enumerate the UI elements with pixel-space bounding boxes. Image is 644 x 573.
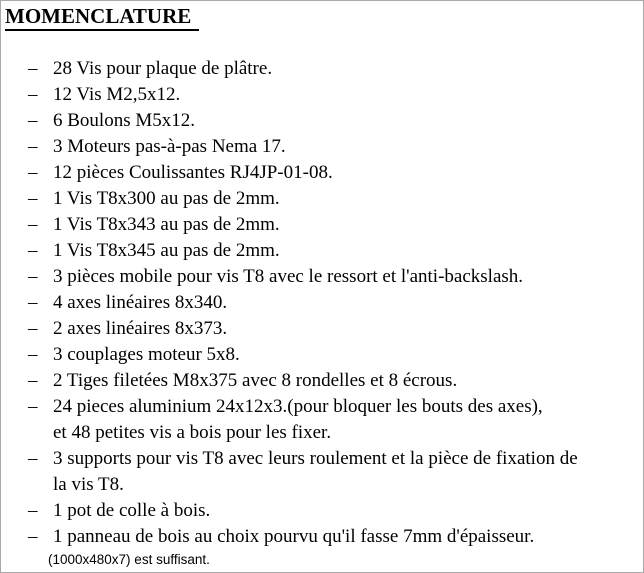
list-item-line: 1 Vis T8x345 au pas de 2mm. (53, 240, 280, 261)
list-item-line: 12 pièces Coulissantes RJ4JP-01-08. (53, 162, 333, 183)
dash-bullet: – (28, 344, 38, 365)
dash-bullet: – (28, 292, 38, 313)
list-item (5, 186, 639, 212)
list-item-body (48, 524, 639, 569)
list-item (5, 108, 639, 134)
dash-bullet: – (28, 240, 38, 261)
list-item-body (53, 56, 639, 82)
list-item (5, 316, 639, 342)
list-item-body (53, 160, 639, 186)
list-item-line: la vis T8. (53, 474, 124, 495)
list-item-line: 4 axes linéaires 8x340. (53, 292, 228, 313)
dash-bullet: – (28, 188, 38, 209)
list-item-line: 1 panneau de bois au choix pourvu qu'il fasse 7mm d'épaisseur. (53, 526, 535, 547)
list-item-body (53, 368, 639, 394)
list-item-line: 1 Vis T8x343 au pas de 2mm. (53, 214, 280, 235)
list-item-body (53, 238, 639, 264)
list-item-line: 2 Tiges filetées M8x375 avec 8 rondelles et 8 écrous. (53, 370, 458, 391)
list-item-body (53, 316, 639, 342)
list-item-body (53, 108, 639, 134)
list-item-note: (1000x480x7) est suffisant. (48, 552, 210, 567)
list-item (5, 264, 639, 290)
page-title (5, 3, 639, 31)
list-item-line: 6 Boulons M5x12. (53, 110, 195, 131)
list-item (5, 212, 639, 238)
list-item (5, 134, 639, 160)
dash-bullet: – (28, 136, 38, 157)
list-item (5, 56, 639, 82)
list-item (5, 290, 639, 316)
list-item-body (53, 394, 639, 446)
dash-bullet: – (28, 370, 38, 391)
list-item-body (53, 446, 639, 498)
list-item-line: 2 axes linéaires 8x373. (53, 318, 228, 339)
dash-bullet: – (28, 58, 38, 79)
list-item (5, 160, 639, 186)
dash-bullet: – (28, 162, 38, 183)
page-title-text: MOMENCLATURE (5, 3, 199, 31)
list-item (5, 524, 639, 569)
dash-bullet: – (28, 110, 38, 131)
dash-bullet: – (28, 266, 38, 287)
list-item-line: 3 supports pour vis T8 avec leurs roulement et la pièce de fixation de (53, 448, 578, 469)
list-item-line: 3 Moteurs pas-à-pas Nema 17. (53, 136, 286, 157)
list-item-body (53, 498, 639, 524)
list-item-body (53, 264, 639, 290)
dash-bullet: – (28, 318, 38, 339)
list-item (5, 498, 639, 524)
list-item-line: 3 couplages moteur 5x8. (53, 344, 240, 365)
dash-bullet: – (28, 396, 38, 417)
dash-bullet: – (28, 500, 38, 521)
list-item-line: 3 pièces mobile pour vis T8 avec le ressort et l'anti-backslash. (53, 266, 524, 287)
list-item-line: 1 Vis T8x300 au pas de 2mm. (53, 188, 280, 209)
list-item (5, 82, 639, 108)
list-item-body (53, 186, 639, 212)
list-item (5, 368, 639, 394)
list-item (5, 394, 639, 446)
list-item-body (53, 290, 639, 316)
dash-bullet: – (28, 84, 38, 105)
list-item-line: 28 Vis pour plaque de plâtre. (53, 58, 273, 79)
list-item-body (53, 342, 639, 368)
list-item (5, 342, 639, 368)
list-item-line: 12 Vis M2,5x12. (53, 84, 181, 105)
list-item-line: 24 pieces aluminium 24x12x3.(pour bloquer les bouts des axes), (53, 396, 543, 417)
list-item-line: et 48 petites vis a bois pour les fixer. (53, 422, 332, 443)
list-item (5, 238, 639, 264)
dash-bullet: – (28, 448, 38, 469)
list-item (5, 446, 639, 498)
dash-bullet: – (28, 214, 38, 235)
list-item-body (53, 134, 639, 160)
list-item-line: 1 pot de colle à bois. (53, 500, 211, 521)
dash-bullet: – (28, 526, 38, 547)
parts-list (5, 56, 639, 569)
list-item-body (53, 82, 639, 108)
list-item-body (53, 212, 639, 238)
